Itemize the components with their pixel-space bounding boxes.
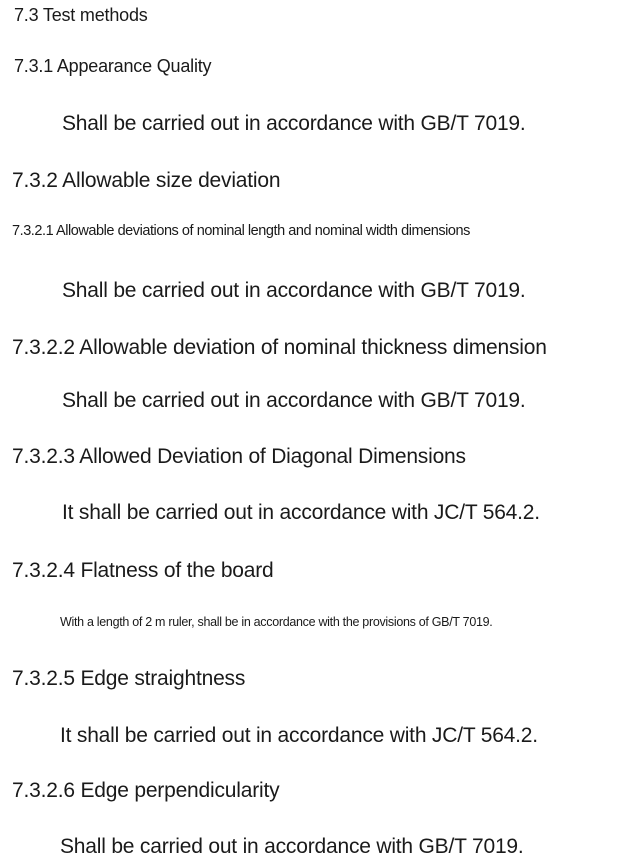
paragraph-7-3-2-5: It shall be carried out in accordance with JC/T 564.2. xyxy=(60,724,538,747)
section-heading-7-3-2-2: 7.3.2.2 Allowable deviation of nominal thickness dimension xyxy=(12,336,547,359)
paragraph-7-3-2-1: Shall be carried out in accordance with GB/T 7019. xyxy=(62,279,526,302)
paragraph-7-3-2-4: With a length of 2 m ruler, shall be in accordance with the provisions of GB/T 7019. xyxy=(60,615,493,629)
section-heading-7-3-2-1: 7.3.2.1 Allowable deviations of nominal length and nominal width dimensions xyxy=(12,223,470,239)
section-heading-7-3-2: 7.3.2 Allowable size deviation xyxy=(12,169,281,192)
section-heading-7-3-2-4: 7.3.2.4 Flatness of the board xyxy=(12,559,274,582)
section-heading-7-3-2-3: 7.3.2.3 Allowed Deviation of Diagonal Dimensions xyxy=(12,445,466,468)
paragraph-7-3-2-3: It shall be carried out in accordance with JC/T 564.2. xyxy=(62,501,540,524)
section-heading-7-3: 7.3 Test methods xyxy=(14,5,148,25)
paragraph-7-3-1: Shall be carried out in accordance with GB/T 7019. xyxy=(62,112,526,135)
section-heading-7-3-2-5: 7.3.2.5 Edge straightness xyxy=(12,667,246,690)
section-heading-7-3-1: 7.3.1 Appearance Quality xyxy=(14,56,212,76)
section-heading-7-3-2-6: 7.3.2.6 Edge perpendicularity xyxy=(12,779,280,802)
paragraph-7-3-2-6: Shall be carried out in accordance with GB/T 7019. xyxy=(60,835,524,858)
paragraph-7-3-2-2: Shall be carried out in accordance with GB/T 7019. xyxy=(62,389,526,412)
